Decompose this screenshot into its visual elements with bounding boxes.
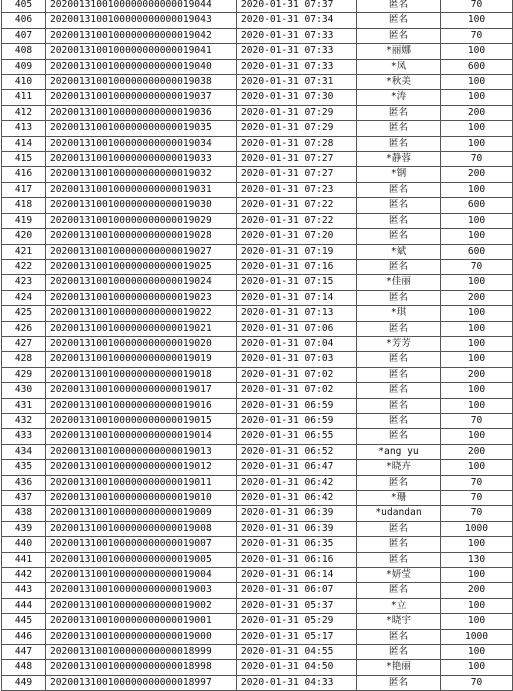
donor-name-cell: 匿名 (357, 0, 441, 13)
transaction-code-cell: 2020013100100000000000018999 (46, 645, 237, 660)
donor-name-cell: 匿名 (357, 645, 441, 660)
timestamp-cell: 2020-01-31 07:04 (237, 336, 357, 351)
table-row (2, 290, 513, 305)
row-index-cell: 416 (2, 167, 46, 182)
table-row (2, 614, 513, 629)
timestamp-cell: 2020-01-31 07:02 (237, 383, 357, 398)
amount-cell: 100 (441, 336, 513, 351)
amount-cell: 100 (441, 614, 513, 629)
row-index-cell: 437 (2, 491, 46, 506)
donor-name-cell: 匿名 (357, 675, 441, 690)
row-index-cell: 434 (2, 444, 46, 459)
transaction-code-cell: 2020013100100000000000019009 (46, 506, 237, 521)
donor-name-cell: *晓卉 (357, 460, 441, 475)
row-index-cell: 413 (2, 121, 46, 136)
donor-name-cell: *静蓉 (357, 152, 441, 167)
table-row (2, 136, 513, 151)
amount-cell: 100 (441, 13, 513, 28)
table-row (2, 0, 513, 13)
amount-cell: 600 (441, 198, 513, 213)
transaction-code-cell: 2020013100100000000000019001 (46, 614, 237, 629)
amount-cell: 200 (441, 367, 513, 382)
transaction-code-cell: 2020013100100000000000019020 (46, 336, 237, 351)
timestamp-cell: 2020-01-31 07:29 (237, 121, 357, 136)
amount-cell: 100 (441, 598, 513, 613)
row-index-cell: 428 (2, 352, 46, 367)
timestamp-cell: 2020-01-31 07:14 (237, 290, 357, 305)
timestamp-cell: 2020-01-31 07:27 (237, 167, 357, 182)
row-index-cell: 410 (2, 75, 46, 90)
timestamp-cell: 2020-01-31 07:02 (237, 367, 357, 382)
table-row (2, 59, 513, 74)
transaction-code-cell: 2020013100100000000000019005 (46, 552, 237, 567)
table-row (2, 259, 513, 274)
transaction-code-cell: 2020013100100000000000019028 (46, 229, 237, 244)
transaction-code-cell: 2020013100100000000000019012 (46, 460, 237, 475)
transaction-code-cell: 2020013100100000000000019030 (46, 198, 237, 213)
donor-name-cell: 匿名 (357, 259, 441, 274)
timestamp-cell: 2020-01-31 07:06 (237, 321, 357, 336)
row-index-cell: 408 (2, 44, 46, 59)
transaction-code-cell: 2020013100100000000000019018 (46, 367, 237, 382)
donor-name-cell: 匿名 (357, 121, 441, 136)
table-row (2, 105, 513, 120)
transaction-code-cell: 2020013100100000000000019024 (46, 275, 237, 290)
table-row (2, 28, 513, 43)
amount-cell: 70 (441, 475, 513, 490)
transaction-code-cell: 2020013100100000000000018998 (46, 660, 237, 675)
row-index-cell: 445 (2, 614, 46, 629)
row-index-cell: 435 (2, 460, 46, 475)
table-row (2, 506, 513, 521)
timestamp-cell: 2020-01-31 07:30 (237, 90, 357, 105)
row-index-cell: 430 (2, 383, 46, 398)
amount-cell: 100 (441, 275, 513, 290)
timestamp-cell: 2020-01-31 06:52 (237, 444, 357, 459)
row-index-cell: 436 (2, 475, 46, 490)
timestamp-cell: 2020-01-31 06:16 (237, 552, 357, 567)
table-row (2, 598, 513, 613)
amount-cell: 100 (441, 398, 513, 413)
donor-name-cell: *斌 (357, 244, 441, 259)
table-row (2, 75, 513, 90)
donor-name-cell: 匿名 (357, 352, 441, 367)
timestamp-cell: 2020-01-31 04:33 (237, 675, 357, 690)
table-row (2, 167, 513, 182)
table-row (2, 229, 513, 244)
timestamp-cell: 2020-01-31 06:42 (237, 475, 357, 490)
amount-cell: 600 (441, 59, 513, 74)
transaction-code-cell: 2020013100100000000000019043 (46, 13, 237, 28)
row-index-cell: 443 (2, 583, 46, 598)
timestamp-cell: 2020-01-31 06:55 (237, 429, 357, 444)
row-index-cell: 423 (2, 275, 46, 290)
transaction-code-cell: 2020013100100000000000019027 (46, 244, 237, 259)
donor-name-cell: *芳芳 (357, 336, 441, 351)
transaction-code-cell: 2020013100100000000000019013 (46, 444, 237, 459)
row-index-cell: 412 (2, 105, 46, 120)
amount-cell: 200 (441, 444, 513, 459)
donor-name-cell: 匿名 (357, 429, 441, 444)
transaction-code-cell: 2020013100100000000000019038 (46, 75, 237, 90)
transaction-code-cell: 2020013100100000000000019021 (46, 321, 237, 336)
timestamp-cell: 2020-01-31 05:29 (237, 614, 357, 629)
donor-name-cell: 匿名 (357, 583, 441, 598)
amount-cell: 70 (441, 413, 513, 428)
donor-name-cell: 匿名 (357, 475, 441, 490)
transaction-code-cell: 2020013100100000000000019041 (46, 44, 237, 59)
amount-cell: 100 (441, 383, 513, 398)
transaction-code-cell: 2020013100100000000000019004 (46, 568, 237, 583)
row-index-cell: 440 (2, 537, 46, 552)
donor-name-cell: *udandan (357, 506, 441, 521)
transaction-code-cell: 2020013100100000000000019034 (46, 136, 237, 151)
amount-cell: 70 (441, 259, 513, 274)
donor-name-cell: *艳丽 (357, 660, 441, 675)
transaction-code-cell: 2020013100100000000000019008 (46, 521, 237, 536)
donor-name-cell: *秋美 (357, 75, 441, 90)
amount-cell: 100 (441, 568, 513, 583)
table-row (2, 675, 513, 690)
timestamp-cell: 2020-01-31 07:03 (237, 352, 357, 367)
timestamp-cell: 2020-01-31 07:16 (237, 259, 357, 274)
amount-cell: 100 (441, 660, 513, 675)
donor-name-cell: 匿名 (357, 105, 441, 120)
transaction-code-cell: 2020013100100000000000019036 (46, 105, 237, 120)
row-index-cell: 431 (2, 398, 46, 413)
row-index-cell: 426 (2, 321, 46, 336)
timestamp-cell: 2020-01-31 06:42 (237, 491, 357, 506)
donor-name-cell: *凤 (357, 59, 441, 74)
table-body (2, 0, 513, 691)
donor-name-cell: 匿名 (357, 28, 441, 43)
timestamp-cell: 2020-01-31 07:22 (237, 198, 357, 213)
row-index-cell: 447 (2, 645, 46, 660)
row-index-cell: 433 (2, 429, 46, 444)
amount-cell: 200 (441, 583, 513, 598)
row-index-cell: 420 (2, 229, 46, 244)
transaction-code-cell: 2020013100100000000000019031 (46, 182, 237, 197)
table-row (2, 491, 513, 506)
donor-name-cell: 匿名 (357, 229, 441, 244)
timestamp-cell: 2020-01-31 07:31 (237, 75, 357, 90)
timestamp-cell: 2020-01-31 04:55 (237, 645, 357, 660)
timestamp-cell: 2020-01-31 07:22 (237, 213, 357, 228)
timestamp-cell: 2020-01-31 07:23 (237, 182, 357, 197)
amount-cell: 100 (441, 121, 513, 136)
donor-name-cell: 匿名 (357, 537, 441, 552)
timestamp-cell: 2020-01-31 07:37 (237, 0, 357, 13)
donor-name-cell: 匿名 (357, 13, 441, 28)
row-index-cell: 422 (2, 259, 46, 274)
amount-cell: 100 (441, 429, 513, 444)
timestamp-cell: 2020-01-31 07:33 (237, 59, 357, 74)
table-row (2, 306, 513, 321)
transaction-code-cell: 2020013100100000000000019019 (46, 352, 237, 367)
table-row (2, 336, 513, 351)
donor-name-cell: 匿名 (357, 552, 441, 567)
timestamp-cell: 2020-01-31 07:13 (237, 306, 357, 321)
table-row (2, 460, 513, 475)
row-index-cell: 429 (2, 367, 46, 382)
transaction-code-cell: 2020013100100000000000019011 (46, 475, 237, 490)
amount-cell: 100 (441, 321, 513, 336)
row-index-cell: 446 (2, 629, 46, 644)
table-row (2, 44, 513, 59)
row-index-cell: 414 (2, 136, 46, 151)
timestamp-cell: 2020-01-31 07:33 (237, 28, 357, 43)
amount-cell: 200 (441, 290, 513, 305)
transaction-code-cell: 2020013100100000000000019035 (46, 121, 237, 136)
amount-cell: 1000 (441, 521, 513, 536)
donor-name-cell: *佳丽 (357, 275, 441, 290)
timestamp-cell: 2020-01-31 05:17 (237, 629, 357, 644)
amount-cell: 600 (441, 244, 513, 259)
timestamp-cell: 2020-01-31 07:15 (237, 275, 357, 290)
row-index-cell: 444 (2, 598, 46, 613)
timestamp-cell: 2020-01-31 06:59 (237, 413, 357, 428)
table-row (2, 121, 513, 136)
donor-name-cell: *ang yu (357, 444, 441, 459)
amount-cell: 200 (441, 105, 513, 120)
donor-name-cell: *晓宇 (357, 614, 441, 629)
amount-cell: 100 (441, 352, 513, 367)
donor-name-cell: *琪 (357, 306, 441, 321)
table-row (2, 552, 513, 567)
table-row (2, 244, 513, 259)
donor-name-cell: *钢 (357, 167, 441, 182)
table-row (2, 444, 513, 459)
transaction-code-cell: 2020013100100000000000019017 (46, 383, 237, 398)
donor-name-cell: 匿名 (357, 367, 441, 382)
table-row (2, 213, 513, 228)
transaction-code-cell: 2020013100100000000000019040 (46, 59, 237, 74)
amount-cell: 70 (441, 506, 513, 521)
transaction-code-cell: 2020013100100000000000019010 (46, 491, 237, 506)
transaction-code-cell: 2020013100100000000000019025 (46, 259, 237, 274)
timestamp-cell: 2020-01-31 06:59 (237, 398, 357, 413)
row-index-cell: 419 (2, 213, 46, 228)
amount-cell: 130 (441, 552, 513, 567)
amount-cell: 100 (441, 645, 513, 660)
transaction-code-cell: 2020013100100000000000019022 (46, 306, 237, 321)
timestamp-cell: 2020-01-31 06:07 (237, 583, 357, 598)
timestamp-cell: 2020-01-31 07:27 (237, 152, 357, 167)
donor-name-cell: 匿名 (357, 198, 441, 213)
donor-name-cell: *立 (357, 598, 441, 613)
amount-cell: 100 (441, 90, 513, 105)
table-row (2, 13, 513, 28)
donor-name-cell: *丽娜 (357, 44, 441, 59)
row-index-cell: 421 (2, 244, 46, 259)
table-row (2, 537, 513, 552)
table-row (2, 383, 513, 398)
timestamp-cell: 2020-01-31 06:39 (237, 521, 357, 536)
timestamp-cell: 2020-01-31 07:19 (237, 244, 357, 259)
table-row (2, 398, 513, 413)
table-row (2, 352, 513, 367)
transaction-code-cell: 2020013100100000000000019014 (46, 429, 237, 444)
table-row (2, 429, 513, 444)
amount-cell: 70 (441, 0, 513, 13)
row-index-cell: 405 (2, 0, 46, 13)
transaction-code-cell: 2020013100100000000000019032 (46, 167, 237, 182)
timestamp-cell: 2020-01-31 04:50 (237, 660, 357, 675)
transaction-code-cell: 2020013100100000000000019015 (46, 413, 237, 428)
table-row (2, 645, 513, 660)
timestamp-cell: 2020-01-31 06:47 (237, 460, 357, 475)
row-index-cell: 411 (2, 90, 46, 105)
donor-name-cell: 匿名 (357, 290, 441, 305)
amount-cell: 100 (441, 306, 513, 321)
transaction-code-cell: 2020013100100000000000019002 (46, 598, 237, 613)
transaction-code-cell: 2020013100100000000000019033 (46, 152, 237, 167)
amount-cell: 100 (441, 44, 513, 59)
table-row (2, 90, 513, 105)
row-index-cell: 418 (2, 198, 46, 213)
donor-name-cell: 匿名 (357, 629, 441, 644)
row-index-cell: 449 (2, 675, 46, 690)
row-index-cell: 439 (2, 521, 46, 536)
row-index-cell: 438 (2, 506, 46, 521)
transaction-code-cell: 2020013100100000000000019042 (46, 28, 237, 43)
table-row (2, 413, 513, 428)
donor-name-cell: 匿名 (357, 182, 441, 197)
timestamp-cell: 2020-01-31 07:34 (237, 13, 357, 28)
table-row (2, 321, 513, 336)
transaction-code-cell: 2020013100100000000000019007 (46, 537, 237, 552)
table-row (2, 152, 513, 167)
amount-cell: 70 (441, 675, 513, 690)
table-row (2, 475, 513, 490)
donor-name-cell: 匿名 (357, 213, 441, 228)
amount-cell: 100 (441, 537, 513, 552)
row-index-cell: 448 (2, 660, 46, 675)
row-index-cell: 427 (2, 336, 46, 351)
amount-cell: 100 (441, 213, 513, 228)
timestamp-cell: 2020-01-31 06:39 (237, 506, 357, 521)
table-row (2, 583, 513, 598)
table-row (2, 660, 513, 675)
transaction-code-cell: 2020013100100000000000019003 (46, 583, 237, 598)
amount-cell: 1000 (441, 629, 513, 644)
transaction-code-cell: 2020013100100000000000019029 (46, 213, 237, 228)
row-index-cell: 432 (2, 413, 46, 428)
table-row (2, 182, 513, 197)
timestamp-cell: 2020-01-31 06:14 (237, 568, 357, 583)
amount-cell: 70 (441, 28, 513, 43)
donor-name-cell: *珊 (357, 491, 441, 506)
timestamp-cell: 2020-01-31 05:37 (237, 598, 357, 613)
table-row (2, 275, 513, 290)
timestamp-cell: 2020-01-31 06:35 (237, 537, 357, 552)
transaction-code-cell: 2020013100100000000000019037 (46, 90, 237, 105)
transaction-code-cell: 2020013100100000000000019044 (46, 0, 237, 13)
transaction-code-cell: 2020013100100000000000019016 (46, 398, 237, 413)
row-index-cell: 424 (2, 290, 46, 305)
amount-cell: 100 (441, 182, 513, 197)
transaction-code-cell: 2020013100100000000000019000 (46, 629, 237, 644)
timestamp-cell: 2020-01-31 07:28 (237, 136, 357, 151)
amount-cell: 70 (441, 152, 513, 167)
amount-cell: 200 (441, 167, 513, 182)
donor-name-cell: *涛 (357, 90, 441, 105)
transaction-code-cell: 2020013100100000000000018997 (46, 675, 237, 690)
donor-name-cell: *妍莹 (357, 568, 441, 583)
timestamp-cell: 2020-01-31 07:33 (237, 44, 357, 59)
table-row (2, 367, 513, 382)
transaction-code-cell: 2020013100100000000000019023 (46, 290, 237, 305)
donor-name-cell: 匿名 (357, 383, 441, 398)
row-index-cell: 441 (2, 552, 46, 567)
row-index-cell: 442 (2, 568, 46, 583)
row-index-cell: 407 (2, 28, 46, 43)
donor-name-cell: 匿名 (357, 413, 441, 428)
amount-cell: 100 (441, 75, 513, 90)
donor-name-cell: 匿名 (357, 398, 441, 413)
amount-cell: 100 (441, 136, 513, 151)
timestamp-cell: 2020-01-31 07:20 (237, 229, 357, 244)
row-index-cell: 417 (2, 182, 46, 197)
row-index-cell: 415 (2, 152, 46, 167)
table-row (2, 629, 513, 644)
row-index-cell: 406 (2, 13, 46, 28)
amount-cell: 70 (441, 491, 513, 506)
amount-cell: 100 (441, 460, 513, 475)
donor-name-cell: 匿名 (357, 136, 441, 151)
donation-table (1, 0, 513, 691)
timestamp-cell: 2020-01-31 07:29 (237, 105, 357, 120)
donor-name-cell: 匿名 (357, 321, 441, 336)
table-row (2, 198, 513, 213)
table-row (2, 568, 513, 583)
row-index-cell: 409 (2, 59, 46, 74)
table-row (2, 521, 513, 536)
row-index-cell: 425 (2, 306, 46, 321)
donor-name-cell: 匿名 (357, 521, 441, 536)
amount-cell: 100 (441, 229, 513, 244)
